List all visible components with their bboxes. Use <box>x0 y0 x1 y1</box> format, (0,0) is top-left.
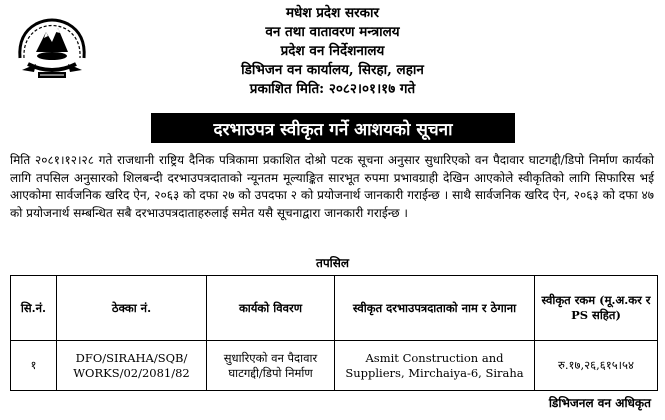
col-header-contract-no: ठेक्का नं. <box>57 276 207 341</box>
col-header-amount: स्वीकृत रकम (मू.अ.कर र PS सहित) <box>535 276 658 341</box>
cell-sn: १ <box>11 341 57 391</box>
contract-table <box>10 275 658 391</box>
table-header-row <box>11 276 658 341</box>
col-header-sn: सि.नं. <box>11 276 57 341</box>
notice-body: मिति २०८१।१२।२८ गते राजधानी राष्ट्रिय दैनिक पत्रिकामा प्रकाशित दोश्रो पटक सूचना अनुसार सुधारिएको वन पैदावार घाटगद्दी/डिपो निर्माण कार्यको लागि तपसिल अनुसारको शिलबन्दी दरभाउपत्रदाताको न्यूनतम मूल्याङ्कित सारभूत रुपमा प्रभावग्राही देखिन आएकोले स्वीकृतिको लागि सिफारिस भई आएकोमा सार्वजनिक खरिद ऐन, २०६३ को दफा २७ को उपदफा २ को प्रयोजनार्थ जानकारी गराईन्छ । साथै सार्वजनिक खरिद ऐन, २०६३ को दफा ४७ को प्रयोजनार्थ सम्बन्धित सबै दरभाउपत्रदाताहरुलाई समेत यसै सूचनाद्वारा जानकारी गराईन्छ । <box>10 153 654 220</box>
government-name: मधेश प्रदेश सरकार <box>285 5 380 21</box>
letterhead <box>0 4 665 99</box>
ministry-name: वन तथा वातावरण मन्त्रालय <box>265 24 400 40</box>
notice-title: दरभाउपत्र स्वीकृत गर्ने आशयको सूचना <box>151 113 515 143</box>
cell-amount: रु.१७,२६,६१५।५४ <box>535 341 658 391</box>
col-header-bidder: स्वीकृत दरभाउपत्रदाताको नाम र ठेगाना <box>335 276 535 341</box>
published-date: प्रकाशित मिति: २०८२।०१।१७ गते <box>249 81 416 97</box>
directorate-name: प्रदेश वन निर्देशनालय <box>280 43 385 59</box>
office-name: डिभिजन वन कार्यालय, सिरहा, लहान <box>241 62 424 78</box>
cell-bidder: Asmit Construction and Suppliers, Mirchaiya-6, Siraha <box>335 341 535 391</box>
col-header-description: कार्यको विवरण <box>207 276 335 341</box>
table-heading: तपसिल <box>315 256 349 270</box>
cell-contract-no: DFO/SIRAHA/SQB/ WORKS/02/2081/82 <box>57 341 207 391</box>
signer-title: डिभिजनल वन अधिकृत <box>548 396 651 410</box>
cell-description: सुधारिएको वन पैदावार घाटगद्दी/डिपो निर्माण <box>207 341 335 391</box>
table-row <box>11 341 658 391</box>
